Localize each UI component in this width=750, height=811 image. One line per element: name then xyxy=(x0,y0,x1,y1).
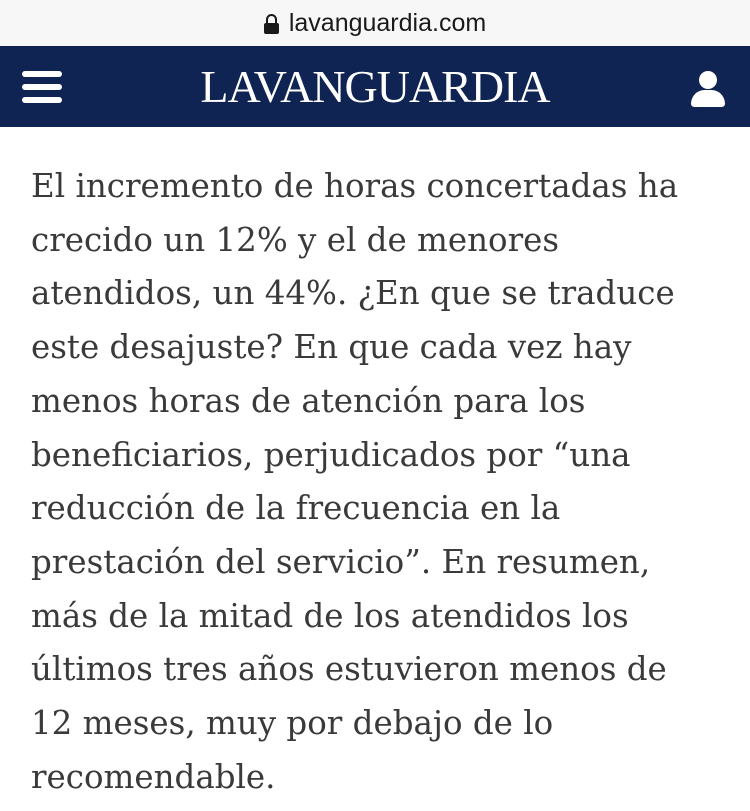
article-line: 12 meses, muy por debajo de lo xyxy=(31,704,554,743)
article-line: más de la mitad de los atendidos los xyxy=(31,596,629,635)
url-text[interactable]: lavanguardia.com xyxy=(288,8,487,37)
article-line: El incremento de horas concertadas ha xyxy=(31,167,679,205)
article-line: prestación del servicio”. En resumen, xyxy=(31,542,651,581)
site-header xyxy=(0,46,750,127)
article-line: crecido un 12% y el de menores xyxy=(31,220,560,259)
article-line: últimos tres años estuvieron menos de xyxy=(31,650,667,689)
article-line: este desajuste? En que cada vez hay xyxy=(31,328,632,367)
site-logo[interactable]: LAVANGUARDIA xyxy=(200,61,550,112)
article-line: menos horas de atención para los xyxy=(31,381,586,420)
address-bar[interactable] xyxy=(0,0,750,46)
hamburger-menu-icon[interactable] xyxy=(22,71,62,103)
article-line: reducción de la frecuencia en la xyxy=(31,489,561,528)
article-line: beneficiarios, perjudicados por “una xyxy=(31,435,631,474)
article-line: recomendable. xyxy=(31,757,276,796)
article-paragraph xyxy=(31,160,731,804)
user-icon[interactable] xyxy=(690,71,726,107)
article-line: atendidos, un 44%. ¿En que se traduce xyxy=(31,274,675,313)
lock-icon xyxy=(264,14,279,34)
